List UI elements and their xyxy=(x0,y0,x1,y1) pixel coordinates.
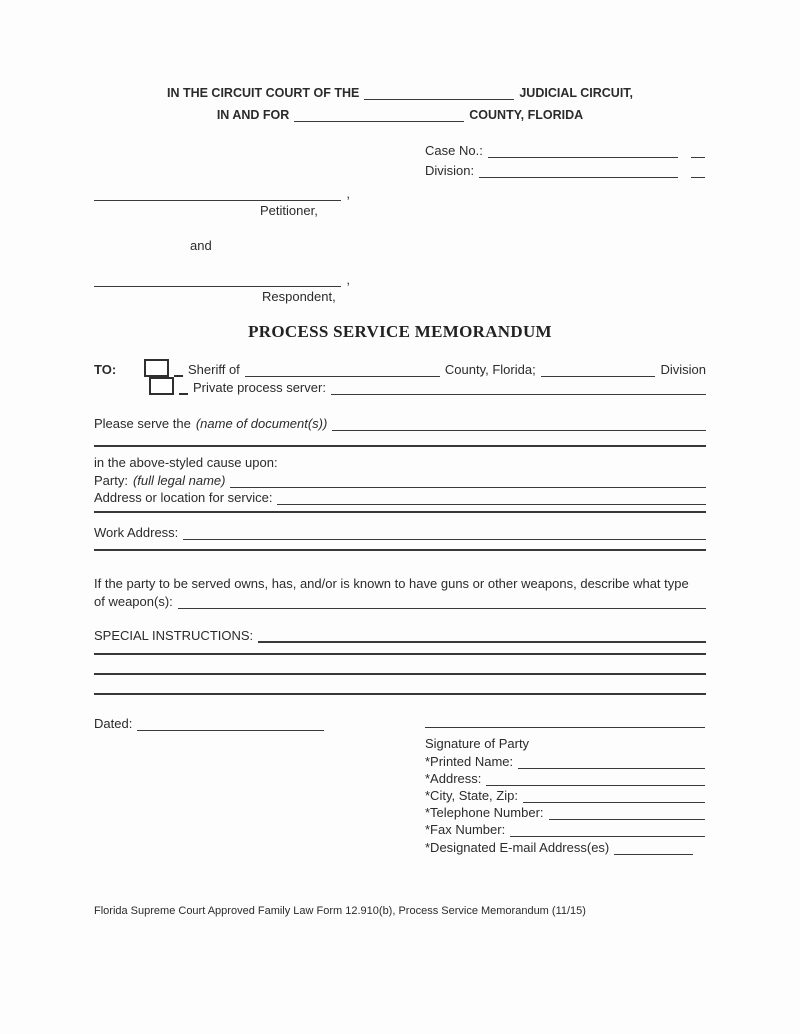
city-state-zip-row xyxy=(425,788,705,803)
case-no-label: Case No.: xyxy=(425,143,483,158)
telephone-blank[interactable] xyxy=(549,807,705,820)
please-serve-label: Please serve the xyxy=(94,416,191,431)
court-header-line1-post: JUDICIAL CIRCUIT, xyxy=(519,86,634,100)
respondent-name-comma: , xyxy=(346,272,350,287)
special-instructions-line4[interactable] xyxy=(94,693,706,695)
document-name-hint: (name of document(s)) xyxy=(195,416,328,431)
petitioner-name-row xyxy=(94,186,350,201)
cause-upon-row xyxy=(94,455,278,470)
private-server-blank[interactable] xyxy=(331,382,706,395)
to-private-server-row xyxy=(94,377,706,395)
special-instructions-row xyxy=(94,628,706,643)
court-header-line2-pre: IN AND FOR xyxy=(216,108,290,122)
printed-name-blank[interactable] xyxy=(518,756,705,769)
to-label: TO: xyxy=(94,362,117,377)
case-no-blank[interactable] xyxy=(488,145,678,158)
case-no-row xyxy=(425,143,705,158)
special-instructions-line2[interactable] xyxy=(94,653,706,655)
petitioner-label-row xyxy=(260,203,318,218)
signature-of-party-label: Signature of Party xyxy=(425,736,530,751)
work-address-row xyxy=(94,525,706,540)
court-header-line2-post: COUNTY, FLORIDA xyxy=(469,108,584,122)
sheriff-checkbox-tail xyxy=(174,361,183,377)
respondent-name-row xyxy=(94,272,350,287)
form-title: PROCESS SERVICE MEMORANDUM xyxy=(248,322,552,341)
judicial-circuit-blank[interactable] xyxy=(364,87,514,100)
printed-name-row xyxy=(425,754,705,769)
respondent-name-blank[interactable] xyxy=(94,274,341,287)
signature-blank[interactable] xyxy=(425,727,705,728)
work-address-blank-line2[interactable] xyxy=(94,549,706,551)
fax-row xyxy=(425,822,705,837)
county-blank[interactable] xyxy=(294,109,464,122)
document-name-blank-line2[interactable] xyxy=(94,445,706,447)
petitioner-name-comma: , xyxy=(346,186,350,201)
sheriff-county-blank[interactable] xyxy=(245,364,440,377)
private-server-checkbox[interactable] xyxy=(149,377,174,395)
dated-row xyxy=(94,716,324,731)
party-name-blank[interactable] xyxy=(230,475,706,488)
county-florida-label: County, Florida; xyxy=(444,362,536,377)
work-address-blank[interactable] xyxy=(183,527,706,540)
respondent-label: Respondent, xyxy=(262,289,336,304)
please-serve-row xyxy=(94,416,706,431)
dated-blank[interactable] xyxy=(137,718,324,731)
printed-name-label: *Printed Name: xyxy=(425,754,514,769)
city-state-zip-blank[interactable] xyxy=(523,790,705,803)
telephone-label: *Telephone Number: xyxy=(425,805,544,820)
telephone-row xyxy=(425,805,705,820)
weapons-text-row xyxy=(94,576,689,591)
court-header-line2 xyxy=(0,108,800,122)
form-footer: Florida Supreme Court Approved Family Law Form 12.910(b), Process Service Memorandum (11/15) xyxy=(94,905,586,917)
and-label-row xyxy=(190,238,212,253)
and-label: and xyxy=(190,238,212,253)
service-address-row xyxy=(94,490,706,505)
party-label: Party: xyxy=(94,473,128,488)
sheriff-checkbox[interactable] xyxy=(144,359,169,377)
email-label: *Designated E-mail Address(es) xyxy=(425,840,610,855)
private-server-checkbox-tail xyxy=(179,379,188,395)
city-state-zip-label: *City, State, Zip: xyxy=(425,788,518,803)
private-server-label: Private process server: xyxy=(193,380,326,395)
sheriff-of-label: Sheriff of xyxy=(188,362,240,377)
court-header-line1-pre: IN THE CIRCUIT COURT OF THE xyxy=(166,86,360,100)
weapons-text-line2: of weapon(s): xyxy=(94,594,173,609)
special-instructions-line3[interactable] xyxy=(94,673,706,675)
signer-address-row xyxy=(425,771,705,786)
dated-label: Dated: xyxy=(94,716,133,731)
weapons-text-line1: If the party to be served owns, has, and/or is known to have guns or other weapons, describe what type xyxy=(94,576,689,591)
work-address-label: Work Address: xyxy=(94,525,179,540)
service-address-blank[interactable] xyxy=(277,492,706,505)
email-blank[interactable] xyxy=(614,842,693,855)
service-address-blank-line2[interactable] xyxy=(94,511,706,513)
weapons-blank-row xyxy=(94,594,706,609)
weapons-blank[interactable] xyxy=(178,596,706,609)
special-instructions-blank[interactable] xyxy=(258,629,706,643)
division-blank[interactable] xyxy=(479,165,678,178)
petitioner-name-blank[interactable] xyxy=(94,188,341,201)
signature-of-party-row xyxy=(425,736,529,751)
special-instructions-label: SPECIAL INSTRUCTIONS: xyxy=(94,628,254,643)
division-row xyxy=(425,163,705,178)
party-name-hint: (full legal name) xyxy=(132,473,226,488)
division-label: Division: xyxy=(425,163,475,178)
signer-address-label: *Address: xyxy=(425,771,482,786)
signer-address-blank[interactable] xyxy=(486,773,705,786)
petitioner-label: Petitioner, xyxy=(260,203,318,218)
service-address-label: Address or location for service: xyxy=(94,490,273,505)
cause-upon-label: in the above-styled cause upon: xyxy=(94,455,278,470)
division-blank-tail xyxy=(691,165,705,178)
court-header-line1 xyxy=(0,86,800,100)
case-no-blank-tail xyxy=(691,145,705,158)
document-name-blank[interactable] xyxy=(332,418,706,431)
division-word-label: Division xyxy=(660,362,706,377)
fax-label: *Fax Number: xyxy=(425,822,506,837)
email-row xyxy=(425,840,705,855)
party-row xyxy=(94,473,706,488)
sheriff-division-blank[interactable] xyxy=(541,364,656,377)
to-sheriff-row xyxy=(94,359,706,377)
fax-blank[interactable] xyxy=(510,824,705,837)
respondent-label-row xyxy=(262,289,336,304)
